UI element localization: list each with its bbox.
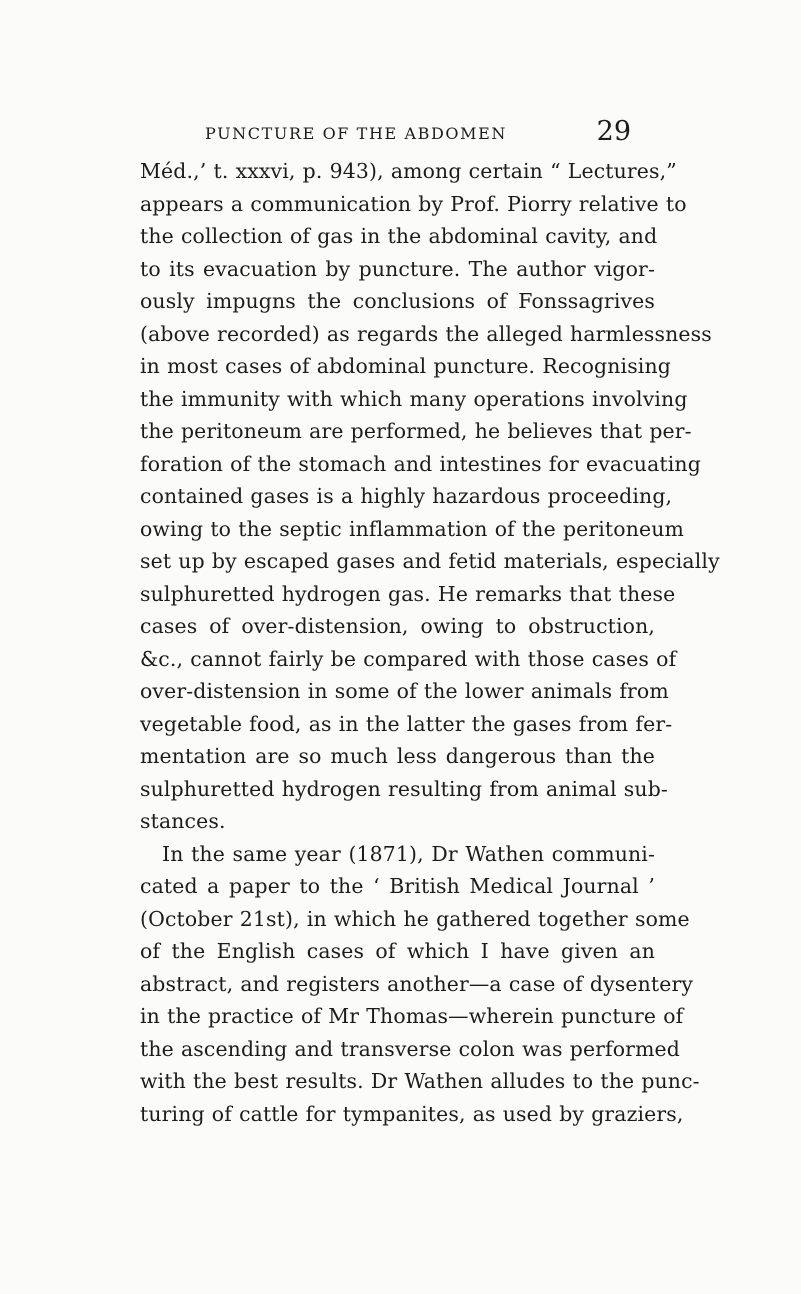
text-line: sulphuretted hydrogen resulting from animal sub- (140, 776, 668, 801)
text-line: of the English cases of which I have given an (140, 939, 655, 963)
text-line: foration of the stomach and intestines for evacuating (140, 451, 701, 476)
text-line: ously impugns the conclusions of Fonssagrives (140, 289, 655, 313)
paragraph-first-line: In the same year (1871), Dr Wathen communi- (162, 841, 655, 866)
running-title: PUNCTURE OF THE ABDOMEN (205, 124, 507, 143)
text-line: &c., cannot fairly be compared with those cases of (140, 646, 677, 671)
text-line: contained gases is a highly hazardous proceeding, (140, 484, 673, 508)
body-text (140, 155, 720, 1130)
text-line: vegetable food, as in the latter the gases from fer- (140, 711, 673, 736)
page-number: 29 (596, 116, 631, 147)
running-head (205, 116, 631, 148)
text-line: turing of cattle for tympanites, as used by graziers, (140, 1101, 684, 1126)
text-line: in the practice of Mr Thomas—wherein puncture of (140, 1004, 684, 1028)
text-line: in most cases of abdominal puncture. Recognising (140, 354, 671, 378)
text-line: appears a communication by Prof. Piorry relative to (140, 191, 687, 216)
text-line: abstract, and registers another—a case of dysentery (140, 971, 694, 996)
text-line: the immunity with which many operations involving (140, 386, 688, 411)
text-line: the collection of gas in the abdominal cavity, and (140, 224, 658, 248)
paragraph-end-line: stances. (140, 809, 226, 833)
text-line: mentation are so much less dangerous than the (140, 744, 655, 768)
text-line: set up by escaped gases and fetid materials, especially (140, 549, 720, 573)
text-line: the peritoneum are performed, he believes that per- (140, 419, 692, 443)
text-line: owing to the septic inflammation of the peritoneum (140, 516, 684, 541)
text-line: over-distension in some of the lower animals from (140, 679, 669, 703)
text-line: with the best results. Dr Wathen alludes to the punc- (140, 1069, 700, 1093)
text-line: Méd.,’ t. xxxvi, p. 943), among certain “ Lectures,” (140, 159, 677, 183)
text-line: sulphuretted hydrogen gas. He remarks that these (140, 581, 676, 606)
text-line: (above recorded) as regards the alleged harmlessness (140, 321, 712, 346)
text-line: to its evacuation by puncture. The author vigor- (140, 256, 655, 281)
text-line: cated a paper to the ‘ British Medical Journal ’ (140, 874, 655, 898)
text-line: the ascending and transverse colon was performed (140, 1036, 680, 1061)
text-line: (October 21st), in which he gathered together some (140, 906, 690, 931)
text-line: cases of over-distension, owing to obstruction, (140, 614, 655, 638)
